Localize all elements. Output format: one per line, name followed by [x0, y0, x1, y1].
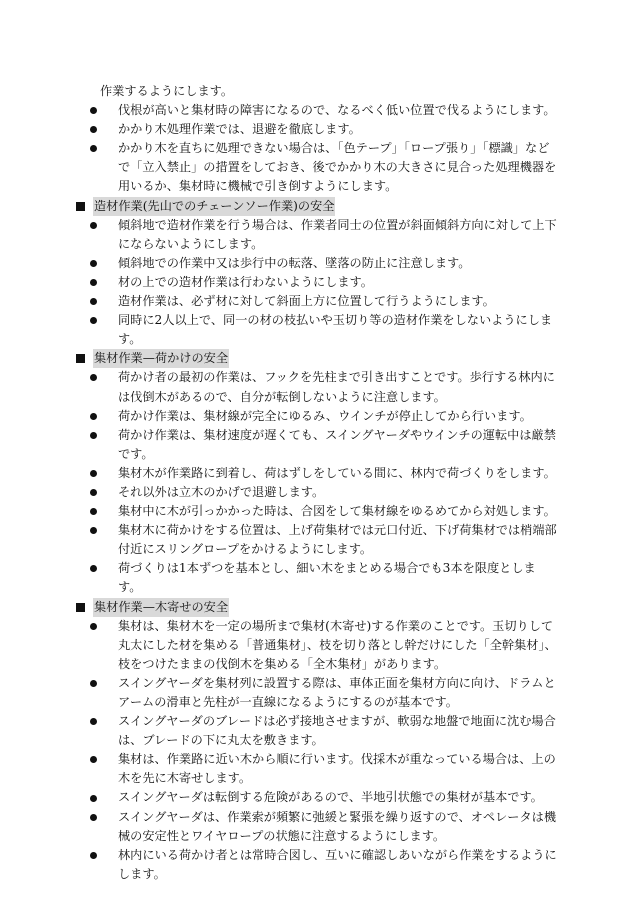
bullet-icon [89, 254, 98, 273]
intro-list [76, 101, 570, 196]
bullet-icon [89, 846, 98, 865]
list-item: かかり木を直ちに処理できない場合は、「色テープ」「ロープ張り」「標識」などで「立入禁止」の措置をしておき、後でかかり木の大きさに見合った処理機器を用いるか、集材時に機械で引き倒すようにします。 [76, 139, 570, 196]
list-item: スイングヤーダのブレードは必ず接地させますが、軟弱な地盤で地面に沈む場合は、ブレードの下に丸太を敷きます。 [76, 712, 570, 750]
list-item: 傾斜地での作業中又は歩行中の転落、墜落の防止に注意します。 [76, 254, 570, 273]
bullet-icon [89, 216, 98, 235]
bullet-icon [89, 139, 98, 158]
section-heading: 集材作業—荷かけの安全 [76, 349, 570, 368]
bullet-icon [89, 120, 98, 139]
section-bucking [76, 197, 570, 350]
list-item: スイングヤーダは、作業索が頻繁に弛緩と緊張を繰り返すので、オペレータは機械の安定性とワイヤロープの状態に注意するようにします。 [76, 808, 570, 846]
bullet-icon [89, 559, 98, 578]
bullet-icon [89, 311, 98, 330]
bullet-icon [89, 674, 98, 693]
list-item: それ以外は立木のかげで退避します。 [76, 483, 570, 502]
bullet-icon [89, 368, 98, 387]
list-item: スイングヤーダを集材列に設置する際は、車体正面を集材方向に向け、ドラムとアームの滑車と先柱が一直線になるようにするのが基本です。 [76, 674, 570, 712]
list-item: 荷かけ者の最初の作業は、フックを先柱まで引き出すことです。歩行する林内には伐倒木があるので、自分が転倒しないように注意します。 [76, 368, 570, 406]
list-item: 荷づくりは1本ずつを基本とし、細い木をまとめる場合でも3本を限度とします。 [76, 559, 570, 597]
list-item: 荷かけ作業は、集材速度が遅くても、スイングヤーダやウインチの運転中は厳禁です。 [76, 426, 570, 464]
list-item: 造材作業は、必ず材に対して斜面上方に位置して行うようにします。 [76, 292, 570, 311]
list-item: 材の上での造材作業は行わないようにします。 [76, 273, 570, 292]
section-yarding [76, 598, 570, 884]
bullet-icon [89, 101, 98, 120]
list-item: 集材中に木が引っかかった時は、合図をして集材線をゆるめてから対処します。 [76, 502, 570, 521]
bullet-icon [89, 483, 98, 502]
list-item: 集材木が作業路に到着し、荷はずしをしている間に、林内で荷づくりをします。 [76, 464, 570, 483]
section-heading: 造材作業(先山でのチェーンソー作業)の安全 [76, 197, 570, 216]
bullet-icon [89, 521, 98, 540]
bullet-icon [89, 292, 98, 311]
list-item: 集材は、集材木を一定の場所まで集材(木寄せ)する作業のことです。玉切りして丸太にした材を集める「普通集材」、枝を切り落とし幹だけにした「全幹集材」、枝をつけたままの伐倒木を集める「全木集材」があります。 [76, 617, 570, 674]
bullet-icon [89, 273, 98, 292]
bullet-icon [89, 426, 98, 445]
list-item: 林内にいる荷かけ者とは常時合図し、互いに確認しあいながら作業をするようにします。 [76, 846, 570, 884]
list-item: 集材木に荷かけをする位置は、上げ荷集材では元口付近、下げ荷集材では梢端部付近にスリングロープをかけるようにします。 [76, 521, 570, 559]
bullet-icon [89, 712, 98, 731]
bullet-icon [89, 617, 98, 636]
list-item: スイングヤーダは転倒する危険があるので、半地引状態での集材が基本です。 [76, 788, 570, 807]
list-item: かかり木処理作業では、退避を徹底します。 [76, 120, 570, 139]
section-heading: 集材作業—木寄せの安全 [76, 598, 570, 617]
bullet-icon [89, 808, 98, 827]
bullet-icon [89, 788, 98, 807]
bullet-icon [89, 750, 98, 769]
list-item: 同時に2人以上で、同一の材の枝払いや玉切り等の造材作業をしないようにします。 [76, 311, 570, 349]
square-bullet-icon [76, 202, 85, 211]
list-item: 傾斜地で造材作業を行う場合は、作業者同士の位置が斜面傾斜方向に対して上下にならないようにします。 [76, 216, 570, 254]
list-item: 伐根が高いと集材時の障害になるので、なるべく低い位置で伐るようにします。 [76, 101, 570, 120]
list-item: 集材は、作業路に近い木から順に行います。伐採木が重なっている場合は、上の木を先に木寄せします。 [76, 750, 570, 788]
bullet-icon [89, 502, 98, 521]
section-hooking [76, 349, 570, 597]
bullet-icon [89, 407, 98, 426]
list-item: 荷かけ作業は、集材線が完全にゆるみ、ウインチが停止してから行います。 [76, 407, 570, 426]
continuation-text: 作業するようにします。 [100, 84, 234, 98]
square-bullet-icon [76, 603, 85, 612]
square-bullet-icon [76, 354, 85, 363]
bullet-icon [89, 464, 98, 483]
